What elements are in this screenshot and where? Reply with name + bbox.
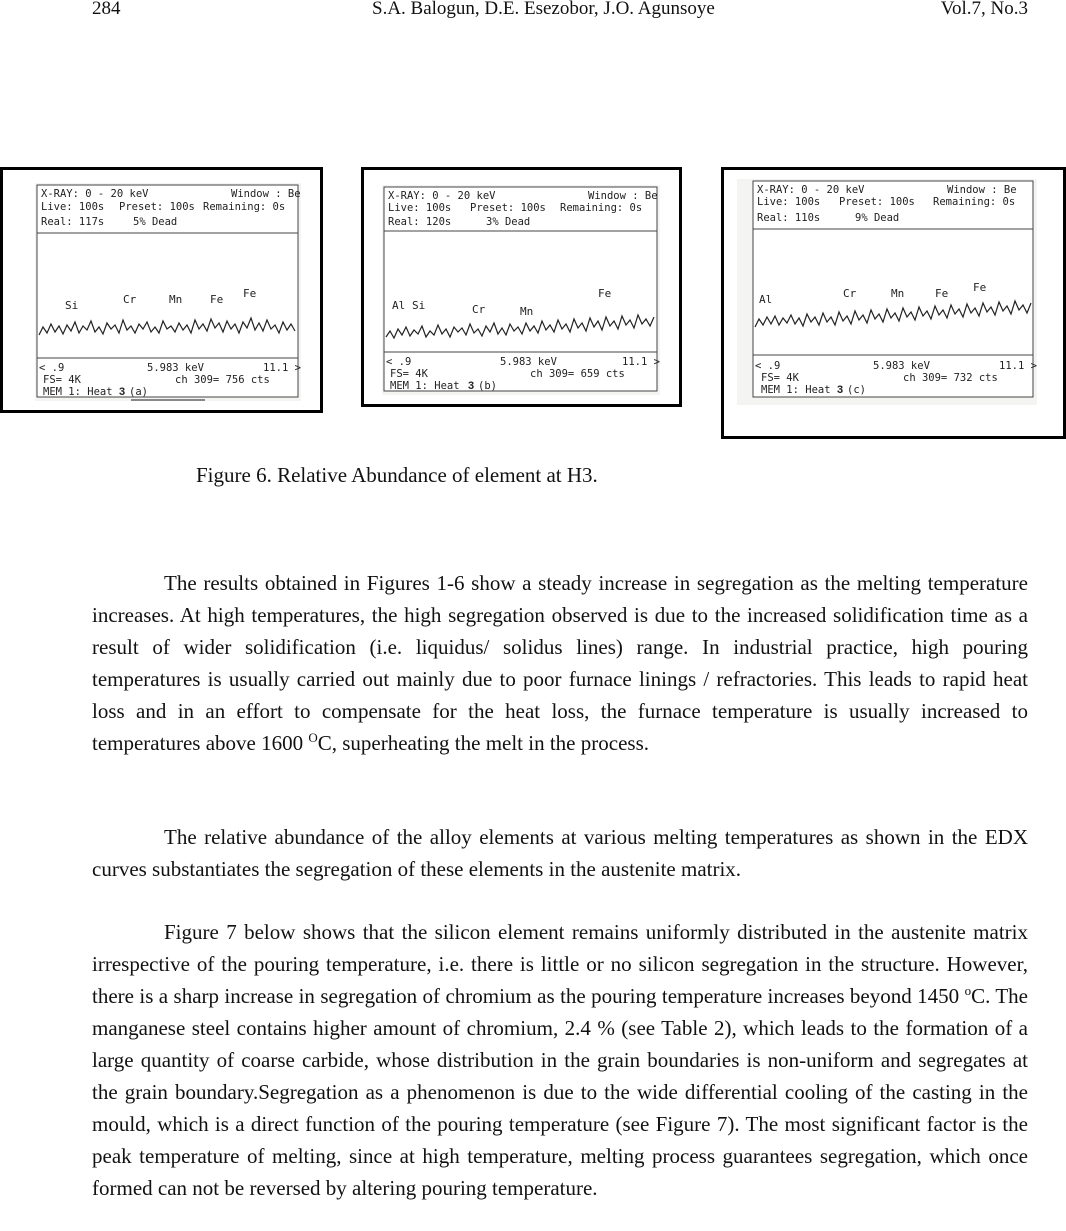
peak-al-c: Al: [759, 293, 773, 306]
mem-a: MEM 1: Heat: [43, 386, 113, 398]
peak-si-b: Si: [412, 299, 426, 312]
peak-cr-b: Cr: [472, 303, 486, 316]
paragraph-2: The relative abundance of the alloy elements at various melting temperatures as shown in the EDX curves substantiates the segregation of these elements in the austenite matrix.: [92, 825, 1028, 881]
xray-range-a: X-RAY: 0 - 20 keV: [41, 188, 149, 200]
paragraph-1: [92, 567, 1028, 759]
counts-a: ch 309= 756 cts: [175, 374, 270, 386]
remaining-a: Remaining: 0s: [203, 201, 286, 213]
dead-c: 9% Dead: [855, 212, 900, 224]
edx-spectrum-c: [737, 179, 1037, 405]
fs-c: FS= 4K: [761, 372, 799, 384]
degree-superscript-2: o: [964, 983, 972, 998]
running-header: [0, 0, 1066, 24]
edx-panel-c-frame: [721, 167, 1066, 439]
counts-b: ch 309= 659 cts: [530, 368, 625, 380]
figure-caption: Figure 6. Relative Abundance of element at H3.: [196, 463, 598, 487]
paragraph-1-text-b: C, superheating the melt in the process.: [317, 731, 649, 755]
scale-mid-c: 5.983 keV: [873, 360, 930, 372]
heat-number-a: 3: [119, 386, 126, 398]
peak-mn-a: Mn: [169, 293, 183, 306]
dead-a: 5% Dead: [133, 216, 178, 228]
peak-mn-b: Mn: [520, 305, 534, 318]
mem-c: MEM 1: Heat: [761, 384, 831, 396]
peak-fe-c: Fe: [935, 287, 949, 300]
peak-al-b: Al: [392, 299, 406, 312]
degree-superscript-1: O: [308, 730, 318, 745]
preset-b: Preset: 100s: [470, 202, 546, 214]
heat-tag-b: (b): [478, 380, 497, 392]
heat-number-b: 3: [468, 380, 475, 392]
dead-b: 3% Dead: [486, 216, 531, 228]
fs-a: FS= 4K: [43, 374, 81, 386]
peak-fe2-c: Fe: [973, 281, 987, 294]
live-a: Live: 100s: [41, 201, 105, 213]
scale-mid-a: 5.983 keV: [147, 362, 204, 374]
remaining-b: Remaining: 0s: [560, 202, 643, 214]
scale-right-b: 11.1 >: [622, 356, 660, 368]
peak-mn-c: Mn: [891, 287, 905, 300]
paragraph-1-text-a: The results obtained in Figures 1-6 show a steady increase in segregation as the melting temperature increases. At high temperatures, the high segregation observed is due to the increased solidification time as a result of wider solidification (i.e. liquidus/ solidus lines) range. In industrial practice, high pouring temperatures is usually carried out mainly due to poor furnace linings / refractories. This leads to rapid heat loss and in an effort to compensate for the heat loss, the furnace temperature is usually increased to temperatures above 1600: [92, 571, 1028, 755]
header-authors: S.A. Balogun, D.E. Esezobor, J.O. Agunsoye: [372, 0, 715, 19]
paragraph-3-text-b: C. The manganese steel contains higher amount of chromium, 2.4 % (see Table 2), which leads to the formation of a large quantity of coarse carbide, whose distribution in the grain boundaries is non-uniform and segregates at the grain boundary.Segregation as a phenomenon is due to the wide differential cooling of the casting in the mould, which is a direct function of the pouring temperature (see Figure 7). The most significant factor is the peak temperature of melting, since at high temperature, melting process guarantees segregation, which once formed can not be reversed by altering pouring temperature.: [92, 984, 1028, 1200]
real-c: Real: 110s: [757, 212, 821, 224]
peak-cr-c: Cr: [843, 287, 857, 300]
edx-spectrum-b: [382, 185, 660, 395]
mem-b: MEM 1: Heat: [390, 380, 460, 392]
xray-range-b: X-RAY: 0 - 20 keV: [388, 190, 496, 202]
peak-fe2-a: Fe: [243, 287, 257, 300]
window-a: Window : Be: [231, 188, 301, 200]
scale-right-c: 11.1 >: [999, 360, 1037, 372]
heat-tag-a: (a): [129, 386, 148, 398]
edx-panel-b-frame: [361, 167, 682, 407]
live-c: Live: 100s: [757, 196, 821, 208]
preset-c: Preset: 100s: [839, 196, 915, 208]
real-a: Real: 117s: [41, 216, 105, 228]
heat-tag-c: (c): [847, 384, 866, 396]
xray-range-c: X-RAY: 0 - 20 keV: [757, 184, 865, 196]
real-b: Real: 120s: [388, 216, 452, 228]
window-c: Window : Be: [947, 184, 1017, 196]
remaining-c: Remaining: 0s: [933, 196, 1016, 208]
paragraph-3-text-a: Figure 7 below shows that the silicon element remains uniformly distributed in the austenite matrix irrespective of the pouring temperature, i.e. there is little or no silicon segregation in the structure. However, there is a sharp increase in segregation of chromium as the pouring temperature increases beyond 1450: [92, 920, 1028, 1008]
scale-left-c: < .9: [755, 360, 781, 372]
preset-a: Preset: 100s: [119, 201, 195, 213]
window-b: Window : Be: [588, 190, 658, 202]
edx-panel-a-frame: [0, 167, 323, 413]
peak-fe-b: Fe: [598, 287, 612, 300]
scale-right-a: 11.1 >: [263, 362, 301, 374]
peak-fe-a: Fe: [210, 293, 224, 306]
edx-spectrum-a: [35, 183, 301, 401]
counts-c: ch 309= 732 cts: [903, 372, 998, 384]
paragraph-3: [92, 916, 1028, 1204]
peak-cr-a: Cr: [123, 293, 137, 306]
heat-number-c: 3: [837, 384, 844, 396]
scale-left-b: < .9: [386, 356, 412, 368]
scale-left-a: < .9: [39, 362, 65, 374]
page-number: 284: [92, 0, 121, 19]
fs-b: FS= 4K: [390, 368, 428, 380]
header-volume: Vol.7, No.3: [940, 0, 1028, 19]
live-b: Live: 100s: [388, 202, 452, 214]
scale-mid-b: 5.983 keV: [500, 356, 557, 368]
peak-si-a: Si: [65, 299, 79, 312]
